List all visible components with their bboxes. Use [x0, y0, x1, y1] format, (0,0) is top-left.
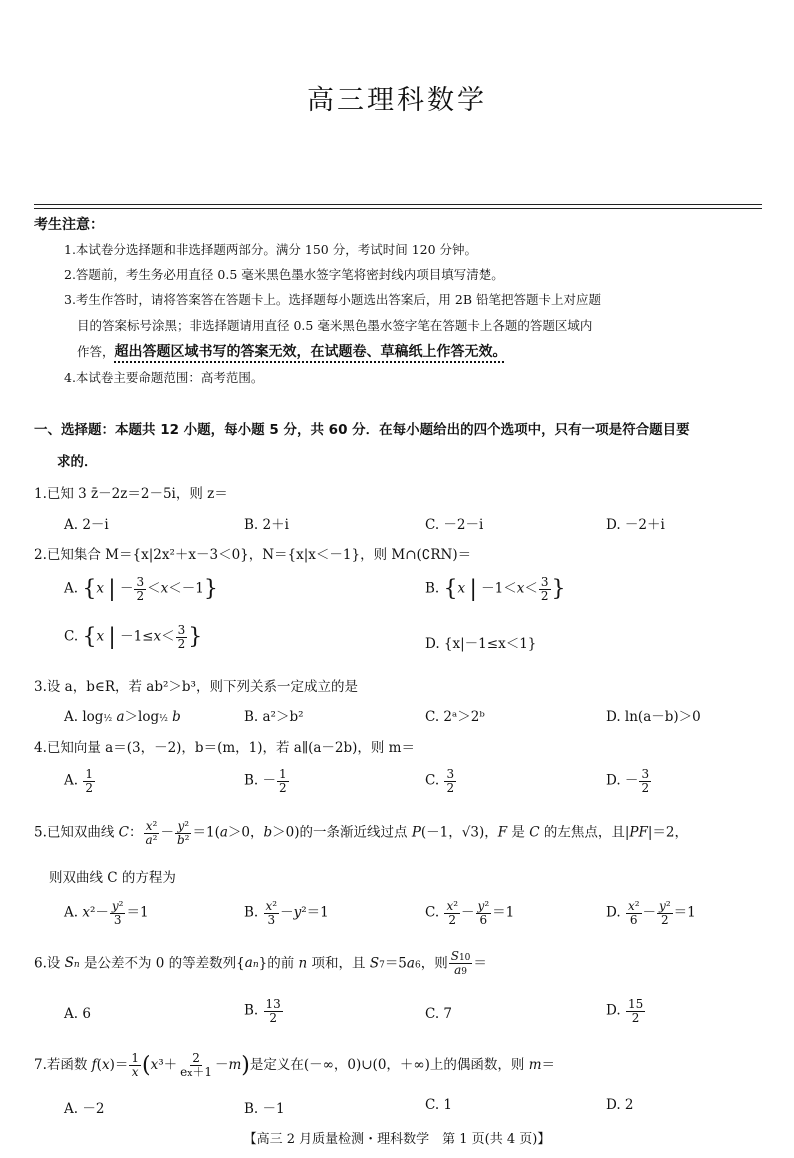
question-5-stem: 5.已知双曲线 C： $\frac{\text{x²}}{\text{a²}}$ － $\frac{\text{y²}}{\text{b²}}$ ＝1(a＞0，b＞0)的一条渐近线过点 P(－1，√3)，F 是 C 的左焦点，且|PF|＝2，: [34, 819, 688, 847]
question-2-stem: 2.已知集合 M＝{x|2x²＋x－3＜0}，N＝{x|x＜－1}，则 M∩(∁RN)＝: [34, 547, 472, 563]
question-4-option-c: C. $\frac{3}{2}$: [425, 767, 455, 795]
question-5-option-c: C. $\frac{\text{x²}}{2}$ － $\frac{\text{y²}}{6}$ ＝1: [425, 899, 515, 927]
question-7-option-b: B. －1: [244, 1101, 285, 1117]
question-5-stem-cont: 则双曲线 C 的方程为: [49, 870, 176, 886]
notice-item-4: 4.本试卷主要命题范围：高考范围。: [64, 370, 264, 385]
page-footer: 【高三 2 月质量检测・理科数学 第 1 页(共 4 页)】: [243, 1132, 551, 1147]
question-6-option-b: B. $\frac{13}{2}$: [244, 997, 281, 1025]
question-5-option-d: D. $\frac{\text{x²}}{6}$ － $\frac{\text{y²}}{2}$ ＝1: [606, 899, 696, 927]
question-7-option-a: A. －2: [64, 1101, 105, 1117]
question-5-option-b: B. $\frac{\text{x²}}{3}$ －y²＝1: [244, 899, 329, 927]
notice-heading: 考生注意：: [34, 217, 104, 233]
notice-item-3-line-1: 3.考生作答时，请将答案答在答题卡上。选择题每小题选出答案后，用 2B 铅笔把答题卡上对应题: [64, 292, 602, 307]
notice-item-2: 2.答题前，考生务必用直径 0.5 毫米黑色墨水签字笔将密封线内项目填写清楚。: [64, 267, 504, 282]
notice-item-3-line-3: [77, 341, 507, 361]
question-3-option-c: C. 2ᵃ＞2ᵇ: [425, 709, 485, 725]
notice-warning: 超出答题区域书写的答案无效，在试题卷、草稿纸上作答无效。: [114, 344, 507, 360]
question-6-option-a: A. 6: [64, 1006, 91, 1022]
question-3-stem: 3.设 a，b∈R，若 ab²＞b³，则下列关系一定成立的是: [34, 679, 358, 695]
question-4-option-a: A. $\frac{1}{2}$: [64, 767, 93, 795]
question-2-option-a: A. {x | － $\frac{3}{2}$ ＜x＜－1}: [64, 575, 218, 603]
question-4-option-b: B. － $\frac{1}{2}$: [244, 767, 287, 795]
question-3-option-a: A. log½ a＞log½ b: [64, 709, 181, 725]
question-6-option-d: D. $\frac{15}{2}$: [606, 997, 644, 1025]
header-rule: [34, 204, 762, 205]
question-7-stem: 7.若函数 f(x)＝ $\frac{1}{x}$ (x³＋ $\frac{2}{ex+1}$ －m)是定义在(－∞，0)∪(0，＋∞)上的偶函数，则 m＝: [34, 1051, 556, 1080]
question-1-option-c: C. －2－i: [425, 517, 484, 533]
question-2-option-c: C. {x | －1≤x＜ $\frac{3}{2}$ }: [64, 623, 203, 651]
notice-item-3-prefix: 作答，: [77, 344, 115, 359]
question-2-option-d: D. {x|－1≤x＜1}: [425, 636, 537, 652]
section-heading-cont: 求的．: [57, 454, 98, 470]
question-4-stem: 4.已知向量 a＝(3，－2)，b＝(m，1)，若 a∥(a－2b)，则 m＝: [34, 740, 415, 756]
question-6-stem: 6.设 Sn 是公差不为 0 的等差数列{an}的前 n 项和，且 S7＝5a6，则 $\frac{S10}{a9}$ ＝: [34, 949, 487, 978]
section-heading: 一、选择题：本题共 12 小题，每小题 5 分，共 60 分．在每小题给出的四个选项中，只有一项是符合题目要: [34, 422, 690, 438]
notice-item-1: 1.本试卷分选择题和非选择题两部分。满分 150 分，考试时间 120 分钟。: [64, 242, 478, 257]
question-7-option-d: D. 2: [606, 1097, 634, 1113]
question-2-option-b: B. {x | －1＜x＜ $\frac{3}{2}$ }: [425, 575, 566, 603]
page-title: 高三理科数学: [307, 85, 487, 116]
question-4-option-d: D. － $\frac{3}{2}$: [606, 767, 650, 795]
question-7-option-c: C. 1: [425, 1097, 453, 1113]
question-6-option-c: C. 7: [425, 1006, 453, 1022]
header-rule-thin: [34, 208, 762, 209]
notice-item-3-line-2: 目的答案标号涂黑；非选择题请用直径 0.5 毫米黑色墨水签字笔在答题卡上各题的答题区域内: [77, 318, 593, 333]
question-3-option-d: D. ln(a－b)＞0: [606, 709, 701, 725]
question-5-option-a: A. x²－ $\frac{\text{y²}}{3}$ ＝1: [64, 899, 149, 927]
question-1-option-a: A. 2－i: [64, 517, 109, 533]
question-1-option-b: B. 2＋i: [244, 517, 289, 533]
question-3-option-b: B. a²＞b²: [244, 709, 304, 725]
question-1-option-d: D. －2＋i: [606, 517, 665, 533]
question-1-stem: 1.已知 3 z̄－2z＝2－5i，则 z＝: [34, 486, 228, 502]
